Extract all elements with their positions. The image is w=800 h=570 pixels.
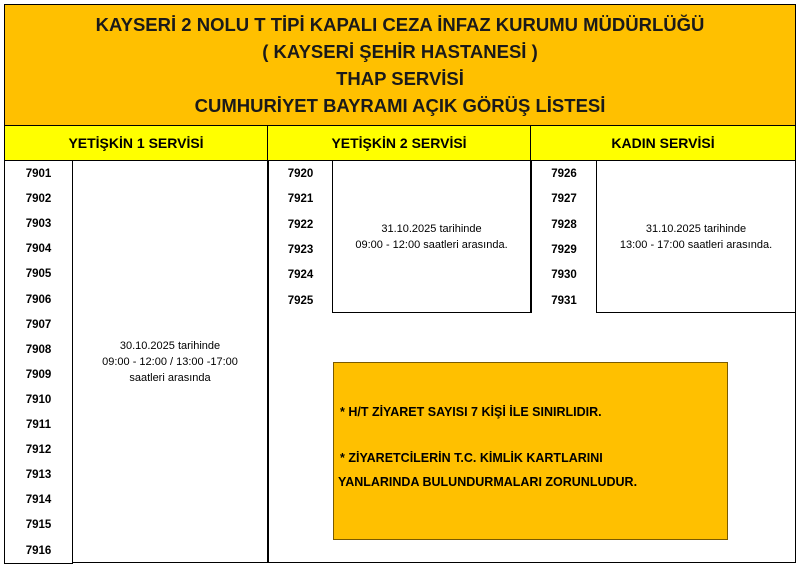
service-name: THAP SERVİSİ xyxy=(336,68,464,89)
service-header-adult-1 xyxy=(4,126,268,161)
room-number: 7915 xyxy=(4,512,73,539)
adult-1-visit-info xyxy=(73,161,268,563)
notice-id-requirement-cont: YANLARINDA BULUNDURMALARI ZORUNLUDUR. xyxy=(338,475,638,489)
page-header xyxy=(4,4,796,126)
visit-hours: 09:00 - 12:00 / 13:00 -17:00 xyxy=(102,355,238,368)
hospital-subtitle: ( KAYSERİ ŞEHİR HASTANESİ ) xyxy=(262,41,538,62)
service-title: KADIN SERVİSİ xyxy=(611,135,715,151)
room-number: 7925 xyxy=(268,288,333,314)
notice-visitor-limit: * H/T ZİYARET SAYISI 7 KİŞİ İLE SINIRLIDIR. xyxy=(340,405,602,419)
institution-title: KAYSERİ 2 NOLU T TİPİ KAPALI CEZA İNFAZ KURUMU MÜDÜRLÜĞÜ xyxy=(95,14,705,35)
notice-box xyxy=(333,362,728,540)
list-title: CUMHURİYET BAYRAMI AÇIK GÖRÜŞ LİSTESİ xyxy=(194,95,606,116)
room-number: 7926 xyxy=(531,161,597,187)
room-number: 7912 xyxy=(4,437,73,463)
service-title: YETİŞKİN 1 SERVİSİ xyxy=(68,135,204,151)
visit-hours: 09:00 - 12:00 saatleri arasında. xyxy=(355,238,508,251)
room-number: 7910 xyxy=(4,387,73,413)
room-number: 7902 xyxy=(4,186,73,212)
room-number: 7911 xyxy=(4,412,73,438)
room-number: 7923 xyxy=(268,237,333,263)
notice-id-requirement: * ZİYARETCİLERİN T.C. KİMLİK KARTLARINI xyxy=(340,451,603,465)
room-number: 7916 xyxy=(4,538,73,564)
adult-2-visit-info xyxy=(333,161,531,313)
service-header-adult-2 xyxy=(268,126,531,161)
room-number: 7922 xyxy=(268,212,333,238)
room-number: 7927 xyxy=(531,186,597,213)
visit-hours-suffix: saatleri arasında xyxy=(129,371,211,384)
visit-hours: 13:00 - 17:00 saatleri arasında. xyxy=(619,238,773,251)
women-visit-info xyxy=(597,161,796,313)
room-number: 7931 xyxy=(531,288,597,314)
room-number: 7905 xyxy=(4,261,73,288)
visit-date: 31.10.2025 tarihinde xyxy=(381,222,482,235)
room-number: 7909 xyxy=(4,362,73,388)
room-number: 7930 xyxy=(531,262,597,289)
room-number: 7906 xyxy=(4,287,73,313)
visit-date: 30.10.2025 tarihinde xyxy=(119,339,221,352)
room-number: 7924 xyxy=(268,262,333,289)
visit-date: 31.10.2025 tarihinde xyxy=(645,222,747,235)
room-number: 7907 xyxy=(4,312,73,338)
room-number: 7913 xyxy=(4,462,73,488)
room-number: 7904 xyxy=(4,236,73,262)
room-number: 7901 xyxy=(4,161,73,187)
room-number: 7903 xyxy=(4,211,73,237)
room-number: 7908 xyxy=(4,337,73,363)
room-number: 7928 xyxy=(531,212,597,238)
service-header-women xyxy=(531,126,796,161)
room-number: 7920 xyxy=(268,161,333,187)
room-number: 7929 xyxy=(531,237,597,263)
room-number: 7921 xyxy=(268,186,333,213)
service-title: YETİŞKİN 2 SERVİSİ xyxy=(331,135,467,151)
room-number: 7914 xyxy=(4,487,73,513)
